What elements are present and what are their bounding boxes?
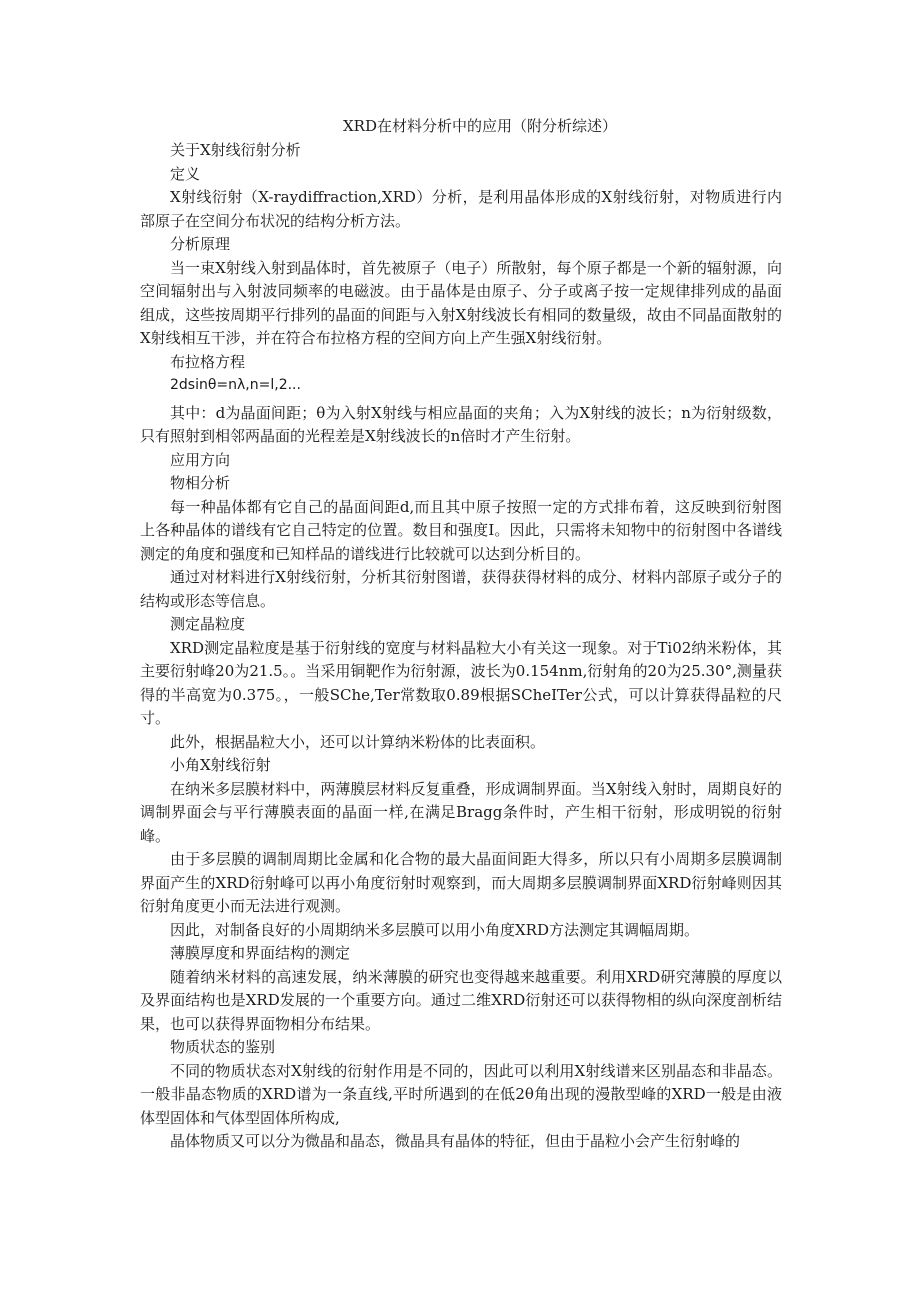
document-body bbox=[140, 113, 782, 1154]
section-heading: 关于X射线衍射分析 bbox=[170, 141, 301, 159]
paragraph: 因此，对制备良好的小周期纳米多层膜可以用小角度XRD方法测定其调幅周期。 bbox=[170, 920, 700, 939]
paragraph: 当一束X射线入射到晶体时，首先被原子（电子）所散射，每个原子都是一个新的辐射源，向空间辐射出与入射波同频率的电磁波。由于晶体是由原子、分子或离子按一定规律排列成的晶面组成，这些按周期平行排列的晶面的间距与入射X射线波长有相同的数量级，故由不同晶面散射的X射线相互干涉，并在符合布拉格方程的空间方向上产生强X射线衍射。 bbox=[140, 258, 782, 347]
paragraph: 此外，根据晶粒大小，还可以计算纳米粉体的比表面积。 bbox=[170, 732, 546, 751]
paragraph: 晶体物质又可以分为微晶和晶态，微晶具有晶体的特征，但由于晶粒小会产生衍射峰的 bbox=[170, 1132, 741, 1150]
paragraph: 在纳米多层膜材料中，两薄膜层材料反复重叠，形成调制界面。当X射线入射时，周期良好的调制界面会与平行薄膜表面的晶面一样,在满足Bragg条件时，产生相干衍射，形成明锐的衍射峰。 bbox=[140, 779, 782, 845]
subsection-heading: 物质状态的鉴别 bbox=[170, 1038, 276, 1056]
paragraph: 随着纳米材料的高速发展，纳米薄膜的研究也变得越来越重要。利用XRD研究薄膜的厚度以及界面结构也是XRD发展的一个重要方向。通过二维XRD衍射还可以获得物相的纵向深度剖析结果，也可以获得界面物相分布结果。 bbox=[140, 967, 782, 1033]
document-title: XRD在材料分析中的应用（附分析综述） bbox=[342, 117, 617, 135]
paragraph: 其中：d为晶面间距；θ为入射X射线与相应晶面的夹角；入为X射线的波长；n为衍射级数，只有照射到相邻两晶面的光程差是X射线波长的n倍时才产生衍射。 bbox=[140, 403, 782, 445]
subsection-heading: 分析原理 bbox=[170, 235, 231, 253]
subsection-heading: 小角X射线衍射 bbox=[170, 756, 271, 774]
subsection-heading: 测定晶粒度 bbox=[170, 615, 246, 633]
subsection-heading: 定义 bbox=[170, 164, 201, 183]
paragraph: 每一种晶体都有它自己的晶面间距d,而且其中原子按照一定的方式排布着，这反映到衍射图上各种晶体的谱线有它自己特定的位置。数目和强度I。因此，只需将未知物中的衍射图中各谱线测定的角度和强度和已知样品的谱线进行比较就可以达到分析目的。 bbox=[140, 497, 782, 563]
paragraph: 由于多层膜的调制周期比金属和化合物的最大晶面间距大得多，所以只有小周期多层膜调制界面产生的XRD衍射峰可以再小角度衍射时观察到，而大周期多层膜调制界面XRD衍射峰则因其衍射角度更小而无法进行观测。 bbox=[140, 850, 782, 915]
paragraph: XRD测定晶粒度是基于衍射线的宽度与材料晶粒大小有关这一现象。对于Ti02纳米粉体，其主要衍射峰20为21.5。。当采用铜靶作为衍射源，波长为0.154nm,衍射角的20为25.30°,测量获得的半高宽为0.375。，一般SChe,Ter常数取0.89根据SCheITer公式，可以计算获得晶粒的尺寸。 bbox=[140, 638, 782, 727]
subsection-heading: 布拉格方程 bbox=[170, 352, 246, 371]
paragraph: X射线衍射（X-raydiffraction,XRD）分析，是利用晶体形成的X射线衍射，对物质进行内部原子在空间分布状况的结构分析方法。 bbox=[140, 188, 782, 230]
paragraph: 通过对材料进行X射线衍射，分析其衍射图谱，获得获得材料的成分、材料内部原子或分子的结构或形态等信息。 bbox=[140, 568, 782, 610]
bragg-equation: 2dsinθ=nλ,n=l,2... bbox=[170, 377, 301, 393]
subsection-heading: 薄膜厚度和界面结构的测定 bbox=[170, 944, 351, 962]
section-heading: 应用方向 bbox=[170, 450, 231, 469]
paragraph: 不同的物质状态对X射线的衍射作用是不同的，因此可以利用X射线谱来区别晶态和非晶态。一般非晶态物质的XRD谱为一条直线,平时所遇到的在低2θ角出现的漫散型峰的XRD一般是由液体型固体和气体型固体所构成, bbox=[140, 1061, 782, 1127]
subsection-heading: 物相分析 bbox=[170, 474, 231, 492]
